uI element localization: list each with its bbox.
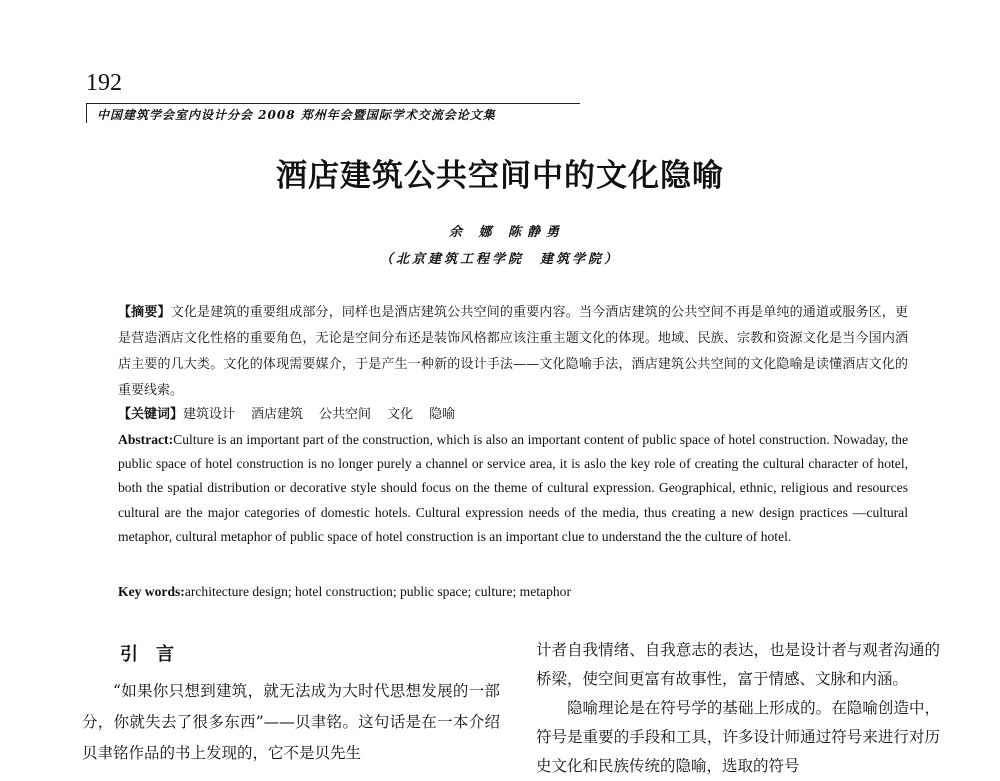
keyword-cn: 文化 — [387, 407, 414, 422]
keywords-en — [118, 581, 908, 603]
abstract-cn — [118, 300, 908, 404]
authors: 余 娜 陈静勇 — [448, 225, 566, 240]
body-paragraph: 计者自我情绪、自我意志的表达，也是设计者与观者沟通的桥梁，使空间更富有故事性，富于情感、文脉和内涵。 — [536, 641, 940, 688]
body-column-left — [82, 676, 500, 769]
abstract-en — [118, 428, 908, 549]
keywords-cn — [118, 404, 908, 426]
body-column-right — [536, 636, 940, 781]
abstract-cn-text: 文化是建筑的重要组成部分，同样也是酒店建筑公共空间的重要内容。当今酒店建筑的公共空间不再是单纯的通道或服务区，更是营造酒店文化性格的重要角色，无论是空间分布还是装饰风格都应该注重主题文化的体现。地域、民族、宗教和资源文化是当今国内酒店主要的几大类。文化的体现需要媒介，于是产生一种新的设计手法——文化隐喻手法，酒店建筑公共空间的文化隐喻是读懂酒店文化的重要线索。 — [118, 305, 908, 398]
keywords-en-text: architecture design; hotel construction; public space; culture; metaphor — [184, 584, 571, 599]
body-paragraph: 隐喻理论是在符号学的基础上形成的。在隐喻创造中，符号是重要的手段和工具，许多设计师通过符号来进行对历史文化和民族传统的隐喻，选取的符号 — [536, 699, 940, 775]
keyword-cn: 酒店建筑 — [251, 407, 304, 422]
keyword-cn: 建筑设计 — [183, 407, 236, 422]
paper-title: 酒店建筑公共空间中的文化隐喻 — [276, 158, 724, 194]
page-number: 192 — [86, 70, 122, 96]
body-paragraph: “如果你只想到建筑，就无法成为大时代思想发展的一部分，你就失去了很多东西”——贝聿铭。这句话是在一本介绍贝聿铭作品的书上发现的，它不是贝先生 — [82, 682, 500, 762]
keywords-cn-label: 【关键词】 — [118, 407, 184, 422]
affiliation: （北京建筑工程学院 建筑学院） — [379, 252, 620, 267]
keywords-en-label: Key words: — [118, 584, 185, 599]
keyword-cn: 公共空间 — [319, 407, 372, 422]
abstract-en-text: Culture is an important part of the construction, which is also an important content of public space of hotel construction. Nowaday, the public space of hotel construction is no longer purely a channel or service area, it is aslo the key role of creating the cultural character of hotel, both the spatial distribution or decorative style should focus on the theme of cultural expression. Geographical, ethnic, religious and resources cultural are the major categories of domestic hotels. Cultural expression needs of the media, thus creating a new design practices —cultural metaphor, cultural metaphor of public space of hotel construction is an important clue to understand the the culture of hotel. — [118, 432, 908, 544]
abstract-en-label: Abstract: — [118, 432, 174, 447]
abstract-cn-label: 【摘要】 — [118, 305, 171, 320]
section-heading: 引言 — [120, 644, 192, 665]
running-header: 中国建筑学会室内设计分会 2008 郑州年会暨国际学术交流会论文集 — [86, 103, 580, 123]
keyword-cn: 隐喻 — [429, 407, 456, 422]
